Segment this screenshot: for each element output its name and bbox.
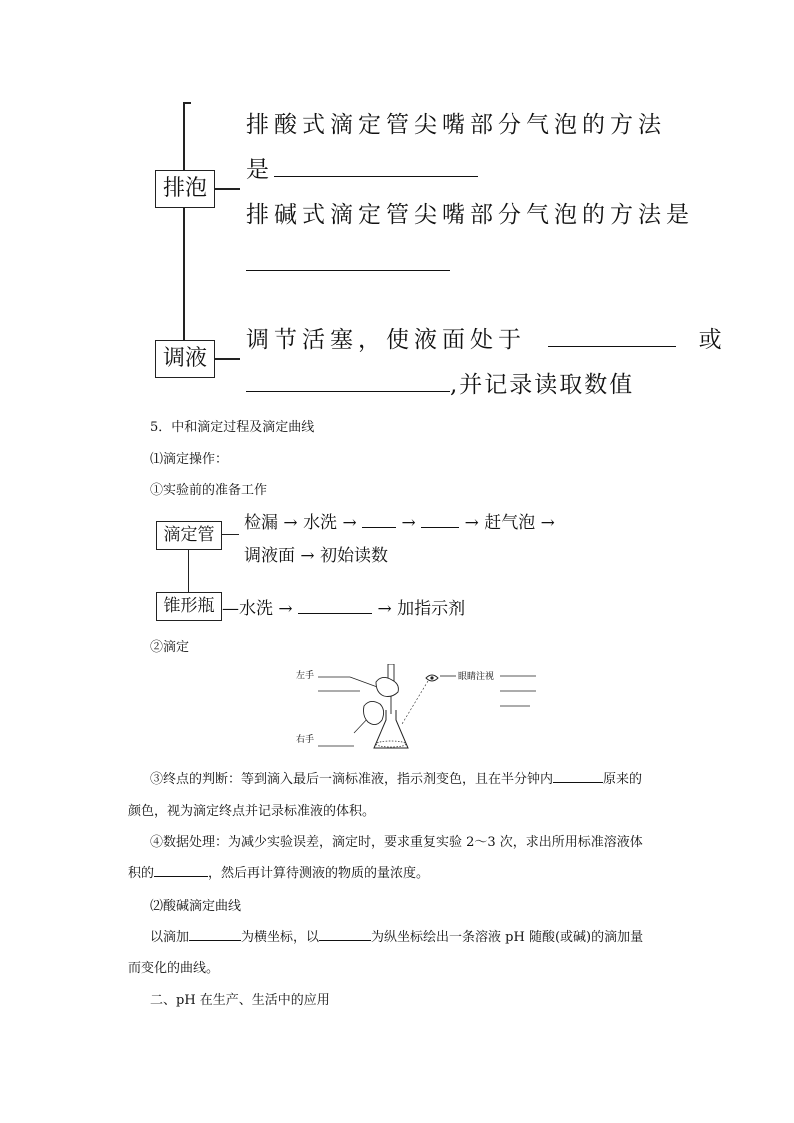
pai-pao-line3: 排碱式滴定管尖嘴部分气泡的方法是 <box>246 202 694 228</box>
arrow-icon: → <box>300 546 315 566</box>
curve-line2: 而变化的曲线。 <box>128 961 220 976</box>
section5-sub2: ⑵酸碱滴定曲线 <box>150 899 242 914</box>
section5-sub1: ⑴滴定操作： <box>150 452 229 467</box>
arrow-icon: → <box>464 513 479 533</box>
burette-row1: 检漏 → 水洗 → → → 赶气泡 → <box>244 513 555 533</box>
eye-pupil-icon <box>430 676 433 679</box>
bracket-vertical-line <box>183 102 185 366</box>
blank-base-method <box>246 270 450 271</box>
arrow-icon: → <box>342 513 357 533</box>
flask-label: 锥形瓶 <box>163 596 215 616</box>
fig-eyes-label: 眼睛注视 <box>458 672 495 682</box>
prep-title: ①实验前的准备工作 <box>150 483 268 498</box>
blank-no-restore <box>553 781 603 783</box>
left-hand-icon <box>376 677 398 696</box>
arrow-icon: → <box>540 513 555 533</box>
endpoint-line1: ③终点的判断：等到滴入最后一滴标准液，指示剂变色，且在半分钟内 原来的 <box>150 772 643 787</box>
data-line1: ④数据处理：为减少实验误差，滴定时，要求重复实验 2～3 次，求出所用标准溶液体 <box>150 835 643 850</box>
fig-right-hand-label: 右手 <box>296 735 315 745</box>
blank-x-axis <box>189 939 241 941</box>
blank-flask-sample <box>298 612 372 614</box>
burette-box <box>156 521 222 550</box>
bracket-top-tick <box>183 102 191 104</box>
arrow-icon: → <box>278 599 293 619</box>
tiao-ye-dash <box>214 358 240 360</box>
burette-dash <box>221 534 239 535</box>
blank-zero-mark <box>548 345 676 347</box>
curve-line1: 以滴加 为横坐标，以 为纵坐标绘出一条溶液 pH 随酸(或碱)的滴加量 <box>150 930 644 945</box>
burette-flask-connector <box>188 549 189 592</box>
right-hand-icon <box>364 701 384 724</box>
blank-average <box>154 875 208 877</box>
flask-box <box>156 592 222 621</box>
tiao-ye-box <box>155 340 215 378</box>
section5-heading: 5．中和滴定过程及滴定曲线 <box>150 420 315 435</box>
arrow-icon: → <box>283 513 298 533</box>
arrow-icon: → <box>377 599 392 619</box>
blank-y-axis <box>319 939 371 941</box>
flask-row: —水洗 → → 加指示剂 <box>222 599 466 619</box>
blank-acid-method <box>274 175 478 177</box>
tiao-ye-line1: 调节活塞，使液面处于 或 <box>246 327 727 353</box>
pai-pao-box <box>155 170 215 208</box>
flask-liquid-icon <box>376 741 406 747</box>
blank-below-zero <box>246 390 450 392</box>
titration-title: ②滴定 <box>150 640 190 655</box>
burette-row2: 调液面 → 初始读数 <box>244 546 389 566</box>
arrow-icon: → <box>401 513 416 533</box>
pai-pao-line1: 排酸式滴定管尖嘴部分气泡的方法 <box>246 112 666 138</box>
tiao-ye-label: 调液 <box>162 346 207 371</box>
burette-label: 滴定管 <box>163 525 215 545</box>
data-line2: 积的 ，然后再计算待测液的物质的量浓度。 <box>128 866 430 881</box>
pai-pao-dash <box>214 188 240 190</box>
endpoint-line2: 颜色，视为滴定终点并记录标准液的体积。 <box>128 804 376 819</box>
sight-line <box>402 681 428 724</box>
pointer-left-hand <box>350 677 380 688</box>
tiao-ye-line2: ,并记录读取数值 <box>246 366 634 399</box>
fig-left-hand-label: 左手 <box>296 671 315 681</box>
blank-fill <box>421 526 459 528</box>
section2-heading: 二、pH 在生产、生活中的应用 <box>150 993 330 1008</box>
titration-figure <box>290 664 550 754</box>
pai-pao-label: 排泡 <box>162 176 207 201</box>
blank-rinse <box>362 526 396 528</box>
pai-pao-line2: 是 <box>246 151 478 184</box>
